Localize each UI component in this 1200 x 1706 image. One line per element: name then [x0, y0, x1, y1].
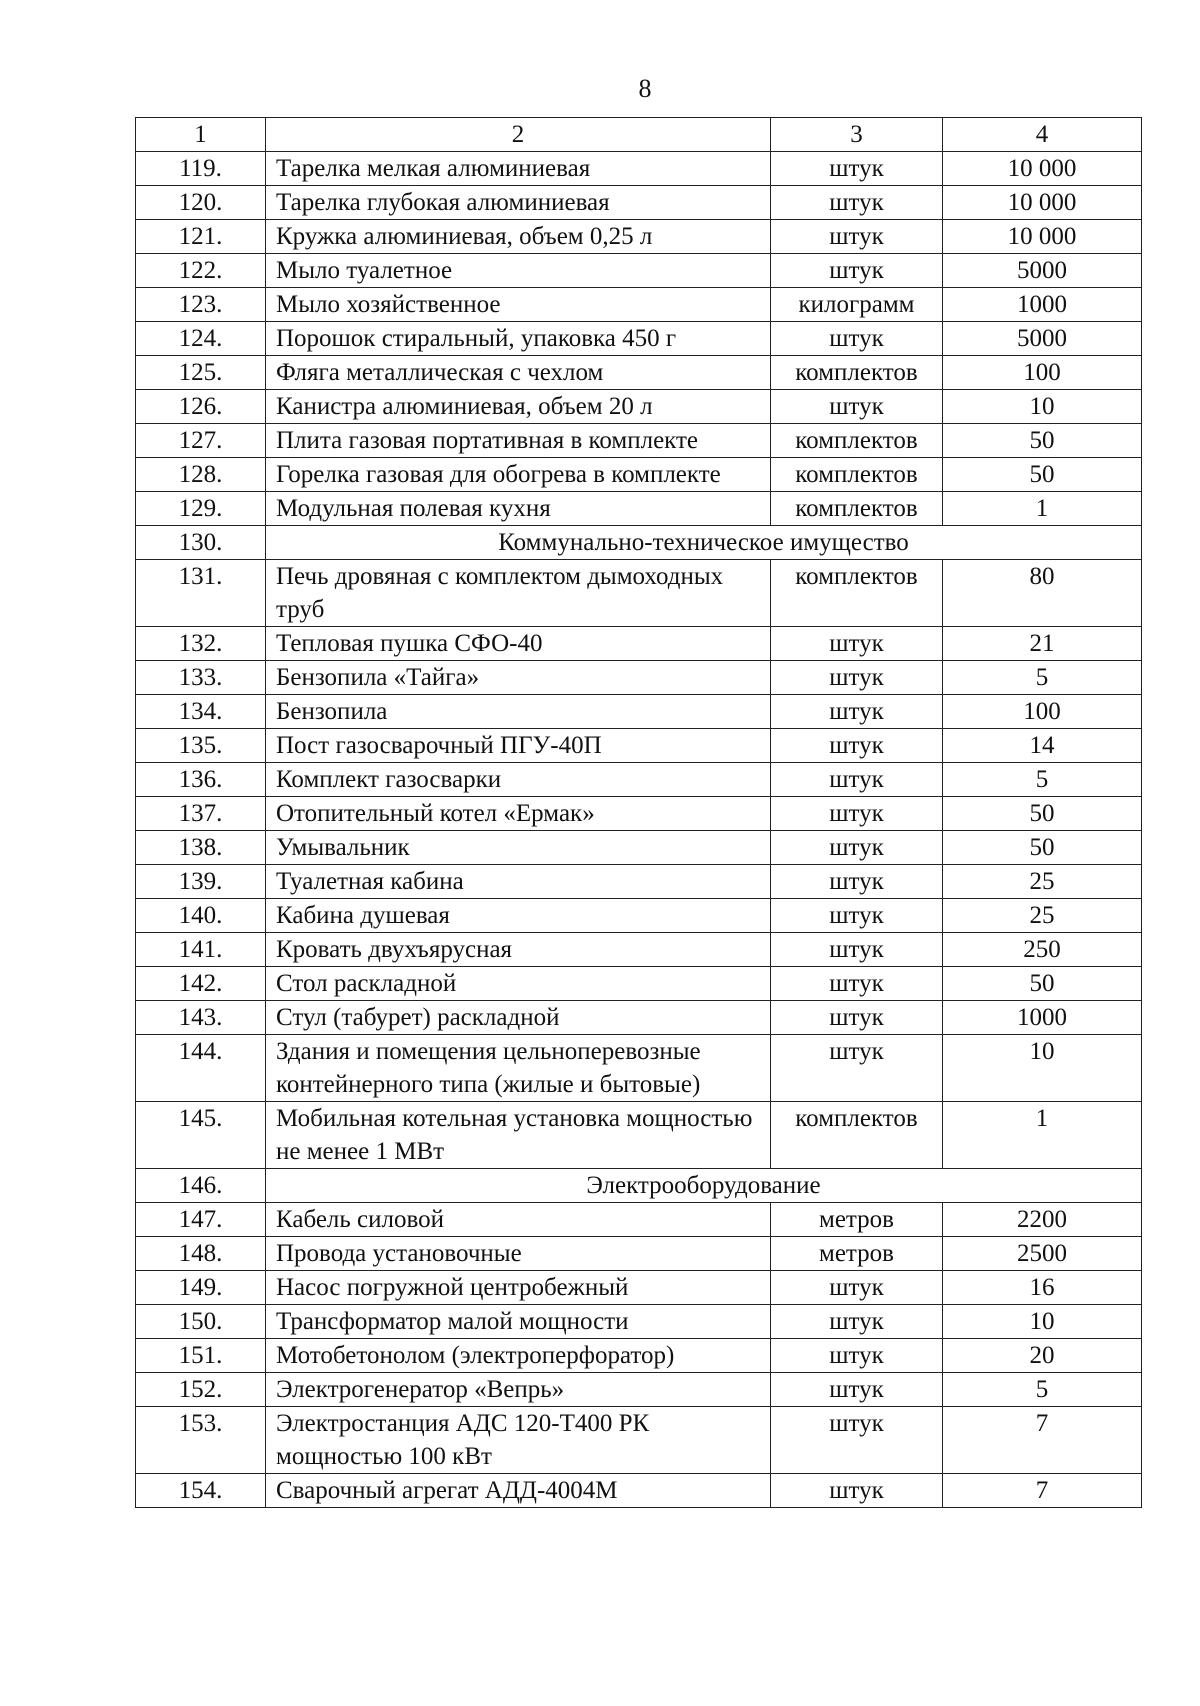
table-row: [136, 1035, 1142, 1102]
item-quantity: 10: [943, 1035, 1142, 1102]
row-number: 131.: [136, 560, 266, 627]
item-name: Провода установочные: [266, 1237, 771, 1271]
item-name: Сварочный агрегат АДД-4004М: [266, 1474, 771, 1508]
table-row: [136, 899, 1142, 933]
item-quantity: 10 000: [943, 186, 1142, 220]
item-unit: метров: [771, 1237, 943, 1271]
item-unit: комплектов: [771, 356, 943, 390]
row-number: 146.: [136, 1169, 266, 1203]
item-quantity: 5: [943, 763, 1142, 797]
item-unit: штук: [771, 220, 943, 254]
item-unit: штук: [771, 390, 943, 424]
row-number: 138.: [136, 831, 266, 865]
item-name: Кровать двухъярусная: [266, 933, 771, 967]
item-name: Кружка алюминиевая, объем 0,25 л: [266, 220, 771, 254]
item-name: Умывальник: [266, 831, 771, 865]
table-row: [136, 560, 1142, 627]
column-header: 4: [943, 118, 1142, 152]
item-quantity: 5000: [943, 322, 1142, 356]
row-number: 133.: [136, 661, 266, 695]
table-row: [136, 424, 1142, 458]
item-name: Отопительный котел «Ермак»: [266, 797, 771, 831]
item-unit: штук: [771, 1373, 943, 1407]
table-row: [136, 661, 1142, 695]
row-number: 139.: [136, 865, 266, 899]
item-name: Бензопила: [266, 695, 771, 729]
table-row: [136, 1474, 1142, 1508]
table-row: [136, 1407, 1142, 1474]
item-quantity: 16: [943, 1271, 1142, 1305]
row-number: 122.: [136, 254, 266, 288]
row-number: 130.: [136, 526, 266, 560]
item-quantity: 10: [943, 390, 1142, 424]
item-quantity: 1: [943, 1102, 1142, 1169]
table-row: [136, 1102, 1142, 1169]
item-unit: метров: [771, 1203, 943, 1237]
item-unit: штук: [771, 186, 943, 220]
item-quantity: 1: [943, 492, 1142, 526]
item-quantity: 1000: [943, 1001, 1142, 1035]
table-row: [136, 356, 1142, 390]
item-unit: штук: [771, 627, 943, 661]
row-number: 136.: [136, 763, 266, 797]
item-name: Тарелка глубокая алюминиевая: [266, 186, 771, 220]
table-row: [136, 831, 1142, 865]
table-header-row: [136, 118, 1142, 152]
item-quantity: 5: [943, 661, 1142, 695]
item-name: Мотобетонолом (электроперфоратор): [266, 1339, 771, 1373]
item-unit: штук: [771, 254, 943, 288]
row-number: 141.: [136, 933, 266, 967]
item-name: Электростанция АДС 120-Т400 РК мощностью 100 кВт: [266, 1407, 771, 1474]
table-row: [136, 865, 1142, 899]
item-unit: комплектов: [771, 492, 943, 526]
row-number: 150.: [136, 1305, 266, 1339]
row-number: 142.: [136, 967, 266, 1001]
table-body: [136, 118, 1142, 1508]
item-quantity: 2200: [943, 1203, 1142, 1237]
table-row: [136, 627, 1142, 661]
item-unit: комплектов: [771, 1102, 943, 1169]
item-quantity: 50: [943, 967, 1142, 1001]
item-name: Электрогенератор «Вепрь»: [266, 1373, 771, 1407]
row-number: 128.: [136, 458, 266, 492]
item-unit: штук: [771, 1035, 943, 1102]
table-row: [136, 322, 1142, 356]
item-quantity: 250: [943, 933, 1142, 967]
row-number: 132.: [136, 627, 266, 661]
item-quantity: 100: [943, 356, 1142, 390]
item-quantity: 10 000: [943, 152, 1142, 186]
row-number: 143.: [136, 1001, 266, 1035]
row-number: 148.: [136, 1237, 266, 1271]
item-unit: штук: [771, 1474, 943, 1508]
row-number: 140.: [136, 899, 266, 933]
item-quantity: 1000: [943, 288, 1142, 322]
item-name: Мобильная котельная установка мощностью не менее 1 МВт: [266, 1102, 771, 1169]
item-name: Кабина душевая: [266, 899, 771, 933]
item-name: Кабель силовой: [266, 1203, 771, 1237]
item-quantity: 7: [943, 1407, 1142, 1474]
table-row: [136, 1237, 1142, 1271]
table-row: [136, 967, 1142, 1001]
item-quantity: 25: [943, 865, 1142, 899]
item-unit: штук: [771, 763, 943, 797]
item-name: Мыло хозяйственное: [266, 288, 771, 322]
item-quantity: 5000: [943, 254, 1142, 288]
item-quantity: 25: [943, 899, 1142, 933]
section-heading: Электрооборудование: [266, 1169, 1142, 1203]
table-row: [136, 695, 1142, 729]
row-number: 145.: [136, 1102, 266, 1169]
item-name: Здания и помещения цельноперевозные контейнерного типа (жилые и бытовые): [266, 1035, 771, 1102]
row-number: 154.: [136, 1474, 266, 1508]
table-row: [136, 492, 1142, 526]
inventory-table: [135, 117, 1142, 1508]
table-row: [136, 186, 1142, 220]
item-name: Стул (табурет) раскладной: [266, 1001, 771, 1035]
column-header: 3: [771, 118, 943, 152]
table-row: [136, 1271, 1142, 1305]
item-quantity: 7: [943, 1474, 1142, 1508]
item-name: Бензопила «Тайга»: [266, 661, 771, 695]
item-name: Туалетная кабина: [266, 865, 771, 899]
item-unit: штук: [771, 729, 943, 763]
item-unit: комплектов: [771, 458, 943, 492]
item-quantity: 100: [943, 695, 1142, 729]
item-quantity: 2500: [943, 1237, 1142, 1271]
item-name: Канистра алюминиевая, объем 20 л: [266, 390, 771, 424]
item-quantity: 21: [943, 627, 1142, 661]
row-number: 123.: [136, 288, 266, 322]
item-name: Мыло туалетное: [266, 254, 771, 288]
row-number: 153.: [136, 1407, 266, 1474]
row-number: 121.: [136, 220, 266, 254]
item-unit: штук: [771, 1001, 943, 1035]
table-row: [136, 288, 1142, 322]
item-name: Фляга металлическая с чехлом: [266, 356, 771, 390]
item-quantity: 10 000: [943, 220, 1142, 254]
item-unit: комплектов: [771, 424, 943, 458]
section-row: [136, 526, 1142, 560]
item-unit: штук: [771, 865, 943, 899]
item-name: Печь дровяная с комплектом дымоходных труб: [266, 560, 771, 627]
table-row: [136, 458, 1142, 492]
item-quantity: 5: [943, 1373, 1142, 1407]
item-name: Комплект газосварки: [266, 763, 771, 797]
table-row: [136, 763, 1142, 797]
row-number: 137.: [136, 797, 266, 831]
item-name: Порошок стиральный, упаковка 450 г: [266, 322, 771, 356]
table-row: [136, 390, 1142, 424]
item-unit: штук: [771, 152, 943, 186]
row-number: 147.: [136, 1203, 266, 1237]
row-number: 127.: [136, 424, 266, 458]
item-quantity: 50: [943, 797, 1142, 831]
item-quantity: 50: [943, 458, 1142, 492]
item-name: Горелка газовая для обогрева в комплекте: [266, 458, 771, 492]
item-unit: штук: [771, 661, 943, 695]
item-unit: штук: [771, 1339, 943, 1373]
item-name: Трансформатор малой мощности: [266, 1305, 771, 1339]
table-row: [136, 797, 1142, 831]
item-unit: штук: [771, 1305, 943, 1339]
table-row: [136, 152, 1142, 186]
item-unit: комплектов: [771, 560, 943, 627]
item-unit: штук: [771, 797, 943, 831]
item-quantity: 20: [943, 1339, 1142, 1373]
item-quantity: 80: [943, 560, 1142, 627]
row-number: 124.: [136, 322, 266, 356]
table-row: [136, 1305, 1142, 1339]
item-unit: штук: [771, 1407, 943, 1474]
row-number: 125.: [136, 356, 266, 390]
row-number: 135.: [136, 729, 266, 763]
item-unit: килограмм: [771, 288, 943, 322]
column-header: 2: [266, 118, 771, 152]
item-quantity: 50: [943, 831, 1142, 865]
row-number: 144.: [136, 1035, 266, 1102]
section-row: [136, 1169, 1142, 1203]
item-name: Плита газовая портативная в комплекте: [266, 424, 771, 458]
item-unit: штук: [771, 322, 943, 356]
row-number: 149.: [136, 1271, 266, 1305]
row-number: 134.: [136, 695, 266, 729]
item-unit: штук: [771, 899, 943, 933]
item-quantity: 50: [943, 424, 1142, 458]
item-name: Тарелка мелкая алюминиевая: [266, 152, 771, 186]
table-row: [136, 220, 1142, 254]
item-unit: штук: [771, 695, 943, 729]
row-number: 126.: [136, 390, 266, 424]
item-quantity: 14: [943, 729, 1142, 763]
table-row: [136, 254, 1142, 288]
table-row: [136, 1373, 1142, 1407]
table-row: [136, 1001, 1142, 1035]
column-header: 1: [136, 118, 266, 152]
table-row: [136, 1203, 1142, 1237]
item-unit: штук: [771, 831, 943, 865]
table-row: [136, 933, 1142, 967]
item-name: Тепловая пушка СФО-40: [266, 627, 771, 661]
item-unit: штук: [771, 1271, 943, 1305]
item-name: Пост газосварочный ПГУ-40П: [266, 729, 771, 763]
row-number: 129.: [136, 492, 266, 526]
row-number: 152.: [136, 1373, 266, 1407]
item-quantity: 10: [943, 1305, 1142, 1339]
item-unit: штук: [771, 967, 943, 1001]
item-name: Модульная полевая кухня: [266, 492, 771, 526]
item-name: Стол раскладной: [266, 967, 771, 1001]
row-number: 151.: [136, 1339, 266, 1373]
row-number: 119.: [136, 152, 266, 186]
item-name: Насос погружной центробежный: [266, 1271, 771, 1305]
table-row: [136, 1339, 1142, 1373]
table-row: [136, 729, 1142, 763]
section-heading: Коммунально-техническое имущество: [266, 526, 1142, 560]
page-number: 8: [638, 74, 652, 103]
item-unit: штук: [771, 933, 943, 967]
row-number: 120.: [136, 186, 266, 220]
